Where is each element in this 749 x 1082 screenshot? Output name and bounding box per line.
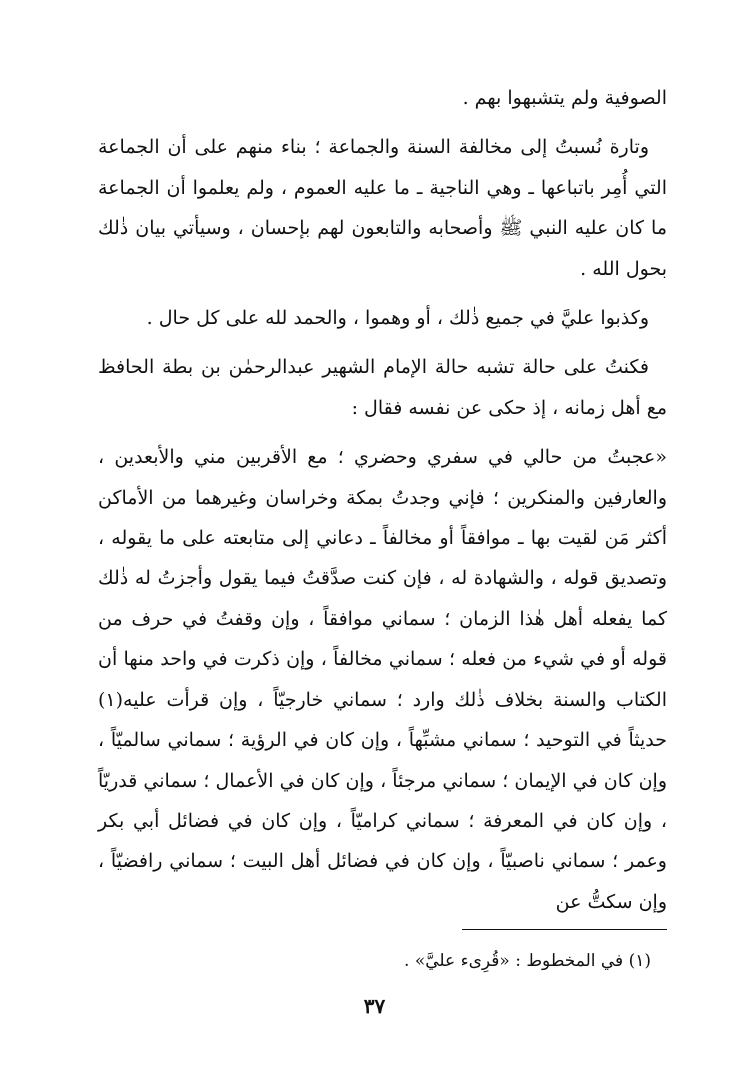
footnote: (١) في المخطوط : «قُرِىء عليَّ» .	[404, 951, 651, 971]
paragraph-continuation: الصوفية ولم يتشبهوا بهم .	[462, 87, 667, 109]
page-number: ٣٧	[363, 994, 386, 1018]
paragraph-sunna-jamaa: وتارة نُسبتُ إلى مخالفة السنة والجماعة ؛ بناء منهم على أن الجماعة التي أُمِر باتباعها ـ وهي الناجية ـ ما عليه العموم ، ولم يعلموا أن الجماعة ما كان عليه النبي ﷺ وأصحابه والتابعون لهم بإحسان ، وسيأتي بيان ذٰلك بحول الله .	[98, 136, 667, 280]
paragraph-quotation: «عجبتُ من حالي في سفري وحضري ؛ مع الأقربين مني والأبعدين ، والعارفين والمنكرين ؛ فإني وجدتُ بمكة وخراسان وغيرهما من الأماكن أكثر مَن لقيت بها ـ موافقاً أو مخالفاً ـ دعاني إلى متابعته على ما يقوله ، وتصديق قوله ، والشهادة له ، فإن كنت صدَّقتُ فيما يقول وأجزتُ له ذٰلك كما يفعله أهل هٰذا الزمان ؛ سماني موافقاً ، وإن وقفتُ في حرف من قوله أو في شيء من فعله ؛ سماني مخالفاً ، وإن ذكرت في واحد منها أن الكتاب والسنة بخلاف ذٰلك وارد ؛ سماني خارجيّاً ، وإن قرأت عليه(١) حديثاً في التوحيد ؛ سماني مشبِّهاً ، وإن كان في الرؤية ؛ سماني سالميّاً ، وإن كان في الإيمان ؛ سماني مرجئاً ، وإن كان في الأعمال ؛ سماني قدريّاً ، وإن كان في المعرفة ؛ سماني كراميّاً ، وإن كان في فضائل أبي بكر وعمر ؛ سماني ناصبيّاً ، وإن كان في فضائل أهل البيت ؛ سماني رافضيّاً ، وإن سكتُّ عن	[98, 446, 667, 913]
footnote-separator	[462, 929, 667, 930]
paragraph-ibn-batta: فكنتُ على حالة تشبه حالة الإمام الشهير عبدالرحمٰن بن بطة الحافظ مع أهل زمانه ، إذ حكى عن نفسه فقال :	[98, 356, 667, 419]
paragraph-accusations: وكذبوا عليَّ في جميع ذٰلك ، أو وهموا ، والحمد لله على كل حال .	[146, 307, 649, 330]
main-text	[98, 78, 667, 922]
